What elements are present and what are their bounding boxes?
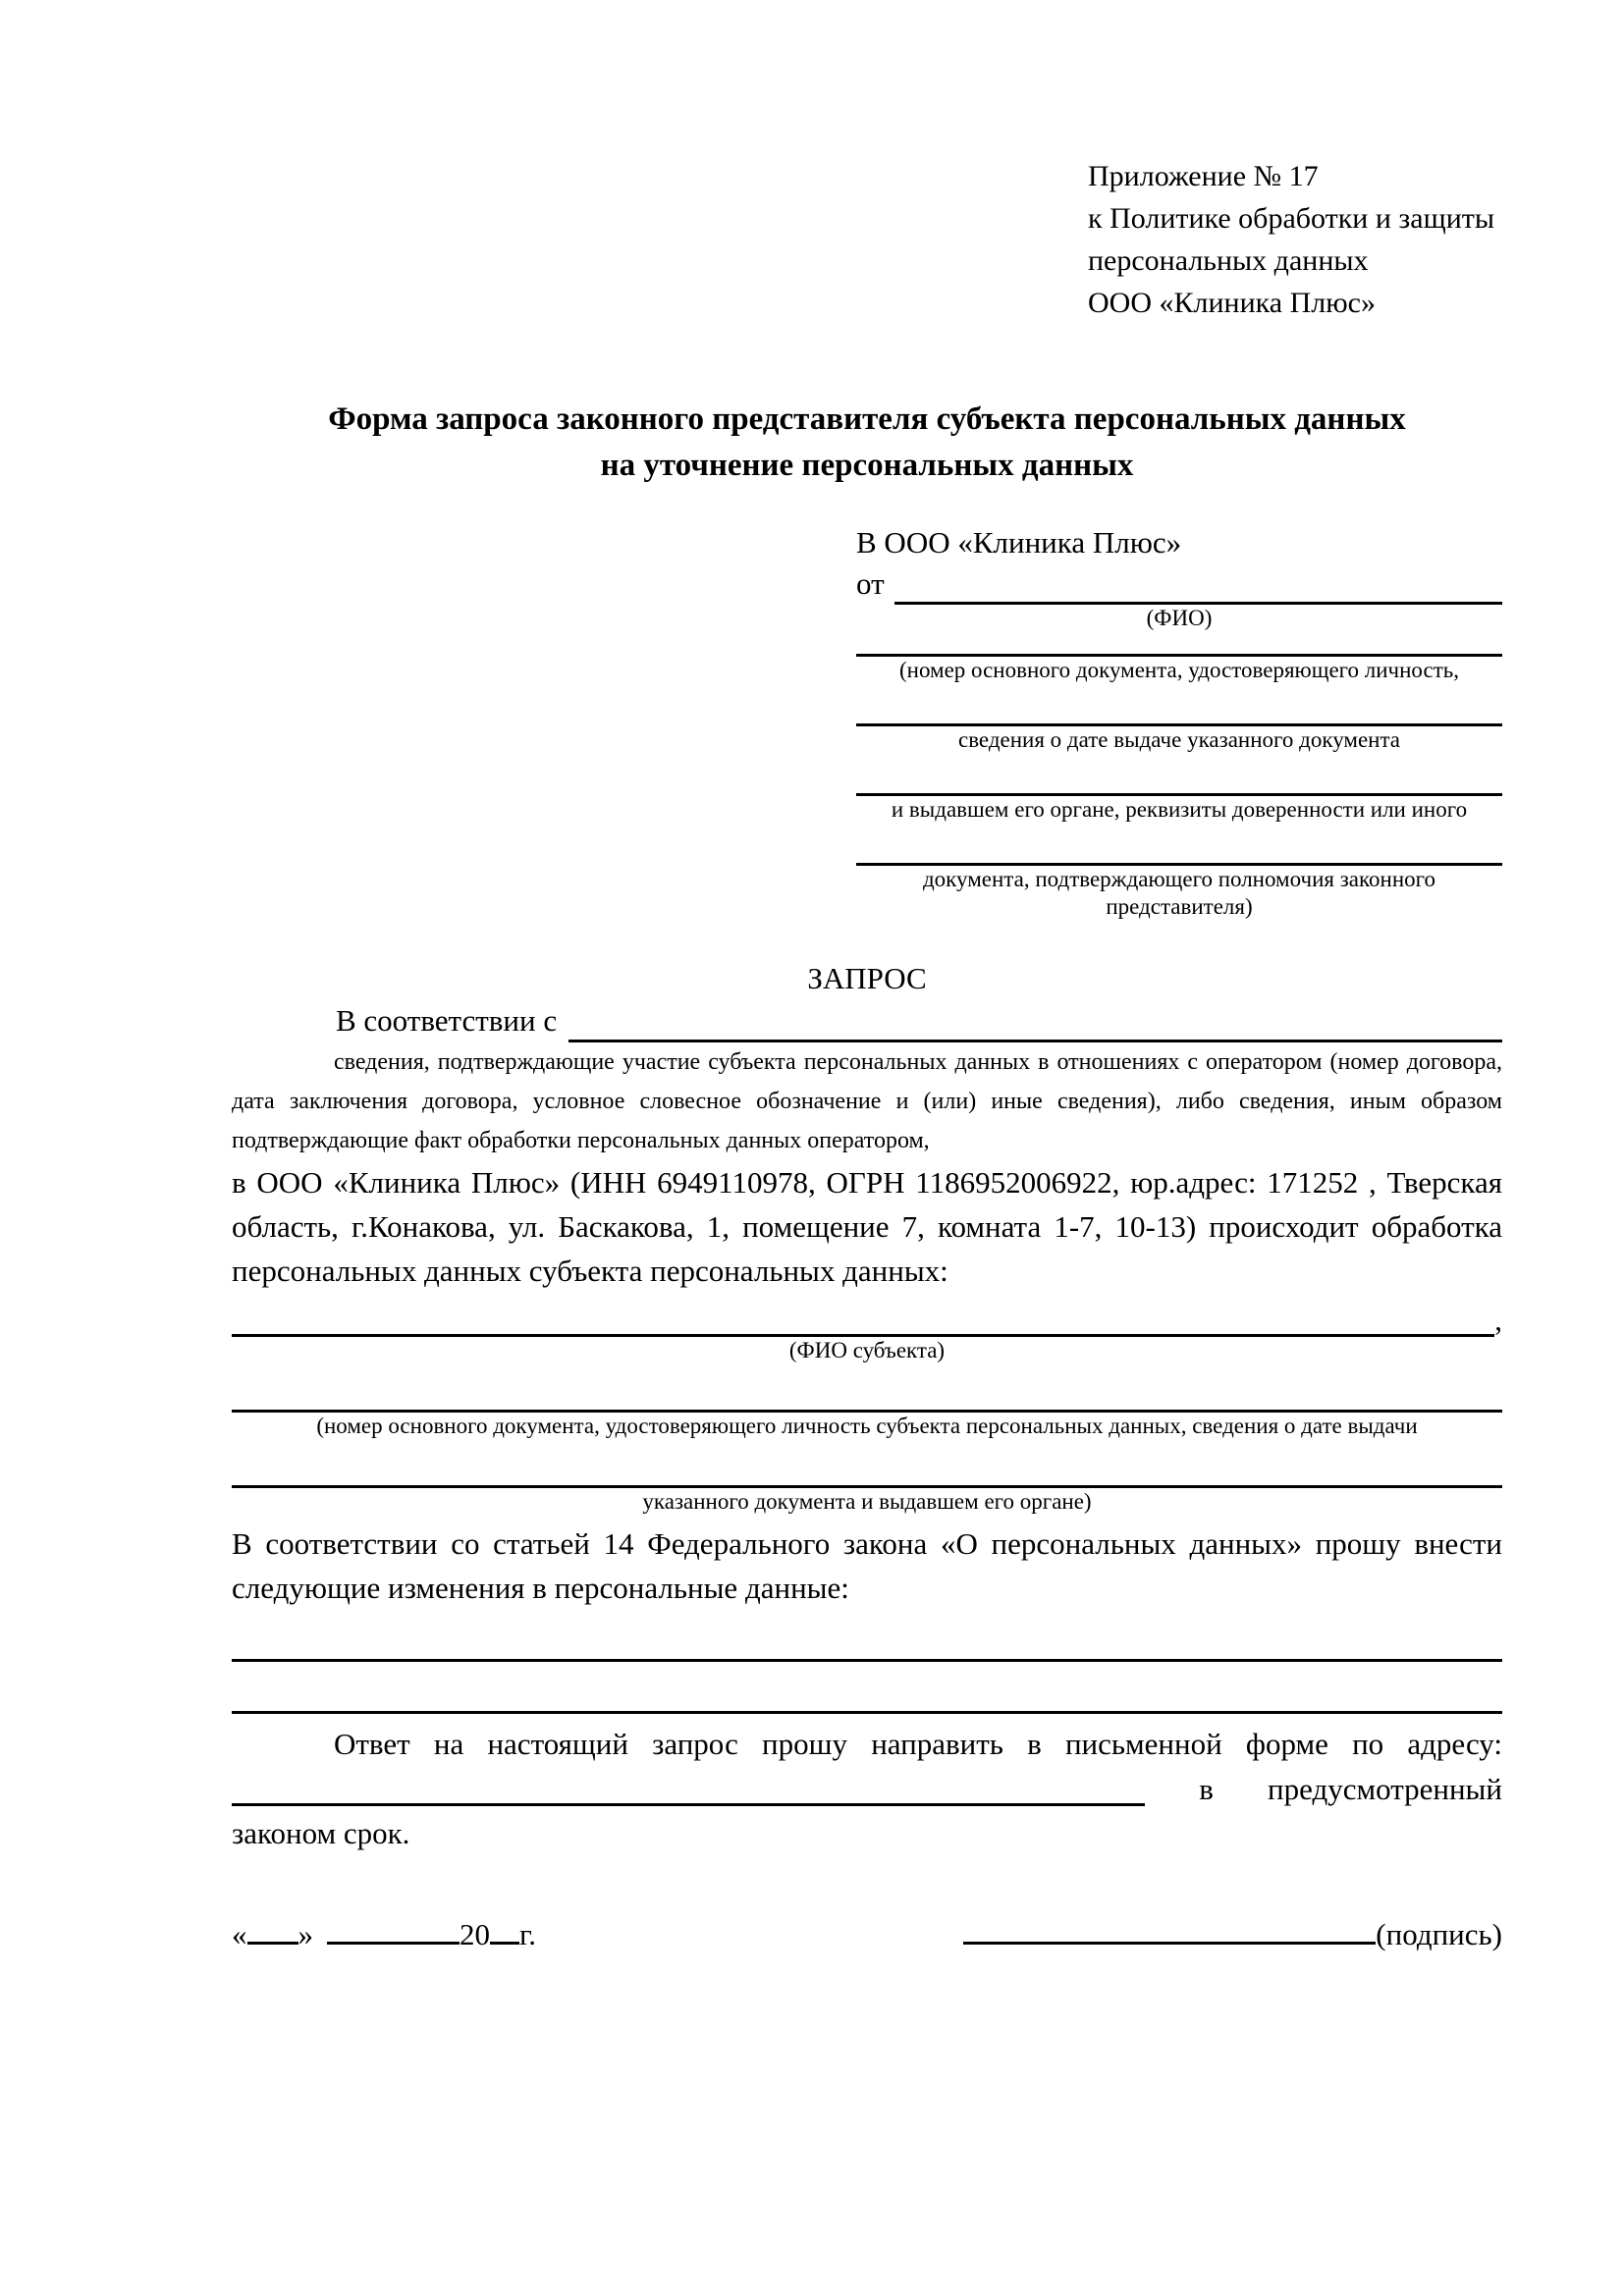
date-month-field[interactable] xyxy=(327,1912,460,1945)
intro-row xyxy=(232,999,1502,1042)
rep-document-unit-1 xyxy=(856,632,1502,684)
article14-paragraph: В соответствии со статьей 14 Федерального закона «О персональных данных» прошу внести следующие изменения в персональные данные: xyxy=(232,1526,1502,1605)
changes-field-1[interactable] xyxy=(232,1610,1502,1662)
form-title xyxy=(232,397,1502,489)
subject-document-caption-2: указанного документа и выдавшем его органе) xyxy=(642,1489,1092,1514)
answer-word-predusmotrenny: предусмотренный xyxy=(1268,1772,1502,1806)
date-year-suffix: г. xyxy=(519,1917,536,1951)
addressee-line: В ООО «Клиника Плюс» xyxy=(856,525,1182,560)
appendix-line-1: Приложение № 17 xyxy=(1088,160,1319,192)
rep-document-field-1[interactable] xyxy=(856,632,1502,657)
comma-suffix: , xyxy=(1494,1303,1502,1337)
date-group xyxy=(232,1912,536,1955)
appendix-line-4: ООО «Клиника Плюс» xyxy=(1088,287,1376,319)
rep-document-unit-3 xyxy=(856,770,1502,824)
date-year-prefix: 20 xyxy=(460,1917,490,1951)
intro-label: В соответствии с xyxy=(336,1003,558,1038)
subject-fio-field[interactable] xyxy=(232,1297,1494,1337)
signature-field[interactable] xyxy=(963,1912,1376,1945)
subject-document-field-2[interactable] xyxy=(232,1440,1502,1488)
answer-address-row xyxy=(232,1766,1502,1811)
fio-caption: (ФИО) xyxy=(1146,606,1213,630)
from-label: от xyxy=(856,566,885,601)
request-heading: ЗАПРОС xyxy=(807,961,927,995)
address-field[interactable] xyxy=(232,1766,1145,1806)
from-row xyxy=(856,563,1502,605)
date-day-field[interactable] xyxy=(247,1912,298,1945)
rep-document-unit-4 xyxy=(856,839,1502,921)
subject-document-caption-1: (номер основного документа, удостоверяющего личность субъекта персональных данных, сведения о дате выдачи xyxy=(316,1414,1418,1438)
changes-field-2[interactable] xyxy=(232,1662,1502,1714)
signature-group xyxy=(963,1912,1502,1955)
answer-paragraph-line-1: Ответ на настоящий запрос прошу направить в письменной форме по адресу: xyxy=(334,1727,1502,1761)
appendix-line-2: к Политике обработки и защиты xyxy=(1088,202,1495,235)
date-signature-row xyxy=(232,1912,1502,1955)
rep-document-field-3[interactable] xyxy=(856,770,1502,796)
subject-document-field[interactable] xyxy=(232,1364,1502,1413)
date-close-quote: » xyxy=(298,1917,313,1951)
subject-fio-caption: (ФИО субъекта) xyxy=(788,1338,946,1362)
form-title-line-2: на уточнение персональных данных xyxy=(600,448,1134,483)
basis-field[interactable] xyxy=(568,1002,1502,1042)
form-title-line-1: Форма запроса законного представителя субъекта персональных данных xyxy=(328,401,1406,437)
operator-paragraph: в ООО «Клиника Плюс» (ИНН 6949110978, ОГРН 1186952006922, юр.адрес: 171252 , Тверская область, г.Конакова, ул. Баскакова, 1, помещение 7, комната 1-7, 10-13) происходит обработка персональных данных субъекта персональных данных: xyxy=(232,1165,1502,1288)
rep-document-field-2[interactable] xyxy=(856,700,1502,726)
answer-paragraph-line-3: законом срок. xyxy=(232,1816,410,1850)
subject-fio-row xyxy=(232,1297,1502,1337)
signature-caption: (подпись) xyxy=(1376,1917,1502,1951)
appendix-header xyxy=(1088,155,1502,324)
rep-document-field-4[interactable] xyxy=(856,839,1502,866)
answer-word-v: в xyxy=(1199,1772,1214,1806)
rep-document-caption-1: (номер основного документа, удостоверяющего личность, xyxy=(898,658,1459,682)
rep-document-caption-2: сведения о дате выдаче указанного документа xyxy=(957,727,1401,752)
addressee-block xyxy=(856,522,1502,921)
appendix-line-3: персональных данных xyxy=(1088,244,1369,277)
rep-document-caption-3: и выдавшем его органе, реквизиты доверенности или иного xyxy=(891,797,1468,822)
date-year-field[interactable] xyxy=(490,1912,519,1945)
rep-document-unit-2 xyxy=(856,700,1502,754)
date-open-quote: « xyxy=(232,1917,247,1951)
basis-fine-print: сведения, подтверждающие участие субъекта персональных данных в отношениях с оператором (номер договора, дата заключения договора, условное словесное обозначение и (или) иные сведения), либо сведения, иным образом подтверждающие факт обработки персональных данных оператором, xyxy=(232,1049,1502,1153)
rep-document-caption-4: документа, подтверждающего полномочия законного представителя) xyxy=(922,867,1435,919)
